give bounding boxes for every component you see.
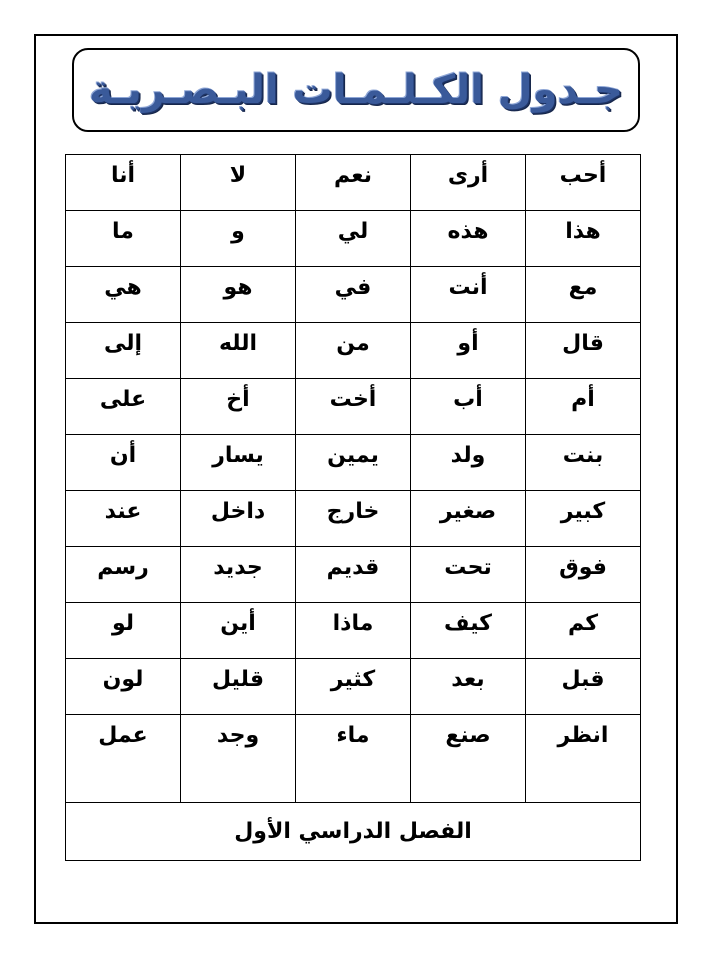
word-cell: انظر [526,715,641,803]
word-cell: هذا [526,211,641,267]
word-cell: وجد [181,715,296,803]
footer-row [66,803,641,861]
word-cell: عند [66,491,181,547]
word-cell: قليل [181,659,296,715]
title-banner [72,48,640,132]
table-row [66,435,641,491]
word-cell: جديد [181,547,296,603]
word-cell: كيف [411,603,526,659]
word-cell: أرى [411,155,526,211]
word-cell: هي [66,267,181,323]
word-cell: أخت [296,379,411,435]
word-cell: رسم [66,547,181,603]
word-cell: قبل [526,659,641,715]
word-cell: لون [66,659,181,715]
word-cell: و [181,211,296,267]
table-row [66,267,641,323]
word-cell: لا [181,155,296,211]
word-cell: لو [66,603,181,659]
word-cell: قديم [296,547,411,603]
table-row [66,211,641,267]
word-cell: بعد [411,659,526,715]
table-row [66,659,641,715]
word-cell: فوق [526,547,641,603]
page-title: جـدول الكـلـمـات البـصـريـة [88,67,624,113]
word-cell: ماذا [296,603,411,659]
word-cell: كثير [296,659,411,715]
table-row [66,155,641,211]
word-cell: يسار [181,435,296,491]
word-cell: الله [181,323,296,379]
word-cell: قال [526,323,641,379]
word-cell: أو [411,323,526,379]
word-cell: يمين [296,435,411,491]
word-cell: أم [526,379,641,435]
word-cell: كبير [526,491,641,547]
word-cell: صغير [411,491,526,547]
word-cell: أخ [181,379,296,435]
word-cell: هو [181,267,296,323]
word-cell: أب [411,379,526,435]
table-row [66,603,641,659]
word-cell: خارج [296,491,411,547]
table-body [66,155,641,861]
word-cell: ولد [411,435,526,491]
word-cell: عمل [66,715,181,803]
table-row [66,379,641,435]
word-cell: إلى [66,323,181,379]
word-cell: أن [66,435,181,491]
word-cell: مع [526,267,641,323]
word-cell: أنا [66,155,181,211]
word-cell: بنت [526,435,641,491]
table-row [66,323,641,379]
word-cell: كم [526,603,641,659]
word-cell: أين [181,603,296,659]
word-cell: صنع [411,715,526,803]
table-row [66,547,641,603]
word-cell: تحت [411,547,526,603]
word-cell: على [66,379,181,435]
word-cell: أنت [411,267,526,323]
word-cell: في [296,267,411,323]
word-cell: أحب [526,155,641,211]
word-cell: ماء [296,715,411,803]
table-row [66,715,641,803]
word-cell: هذه [411,211,526,267]
word-cell: لي [296,211,411,267]
word-cell: ما [66,211,181,267]
semester-label: الفصل الدراسي الأول [66,803,641,861]
word-cell: داخل [181,491,296,547]
word-cell: نعم [296,155,411,211]
word-cell: من [296,323,411,379]
table-row [66,491,641,547]
sight-words-table [65,154,641,861]
